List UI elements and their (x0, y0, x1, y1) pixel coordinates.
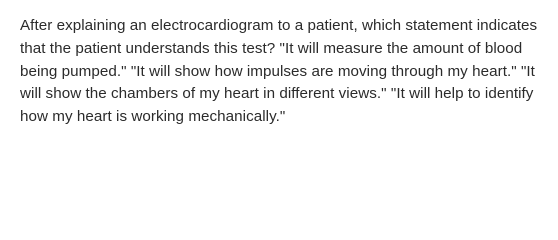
question-text: After explaining an electrocardiogram to a patient, which statement indicates that the patient understands this test? "It will measure the amount of blood being pumped." "It will show how impulses are moving through my heart." "It will show the chambers of my heart in different views." "It will help to identify how my heart is working mechanically." (20, 17, 538, 126)
